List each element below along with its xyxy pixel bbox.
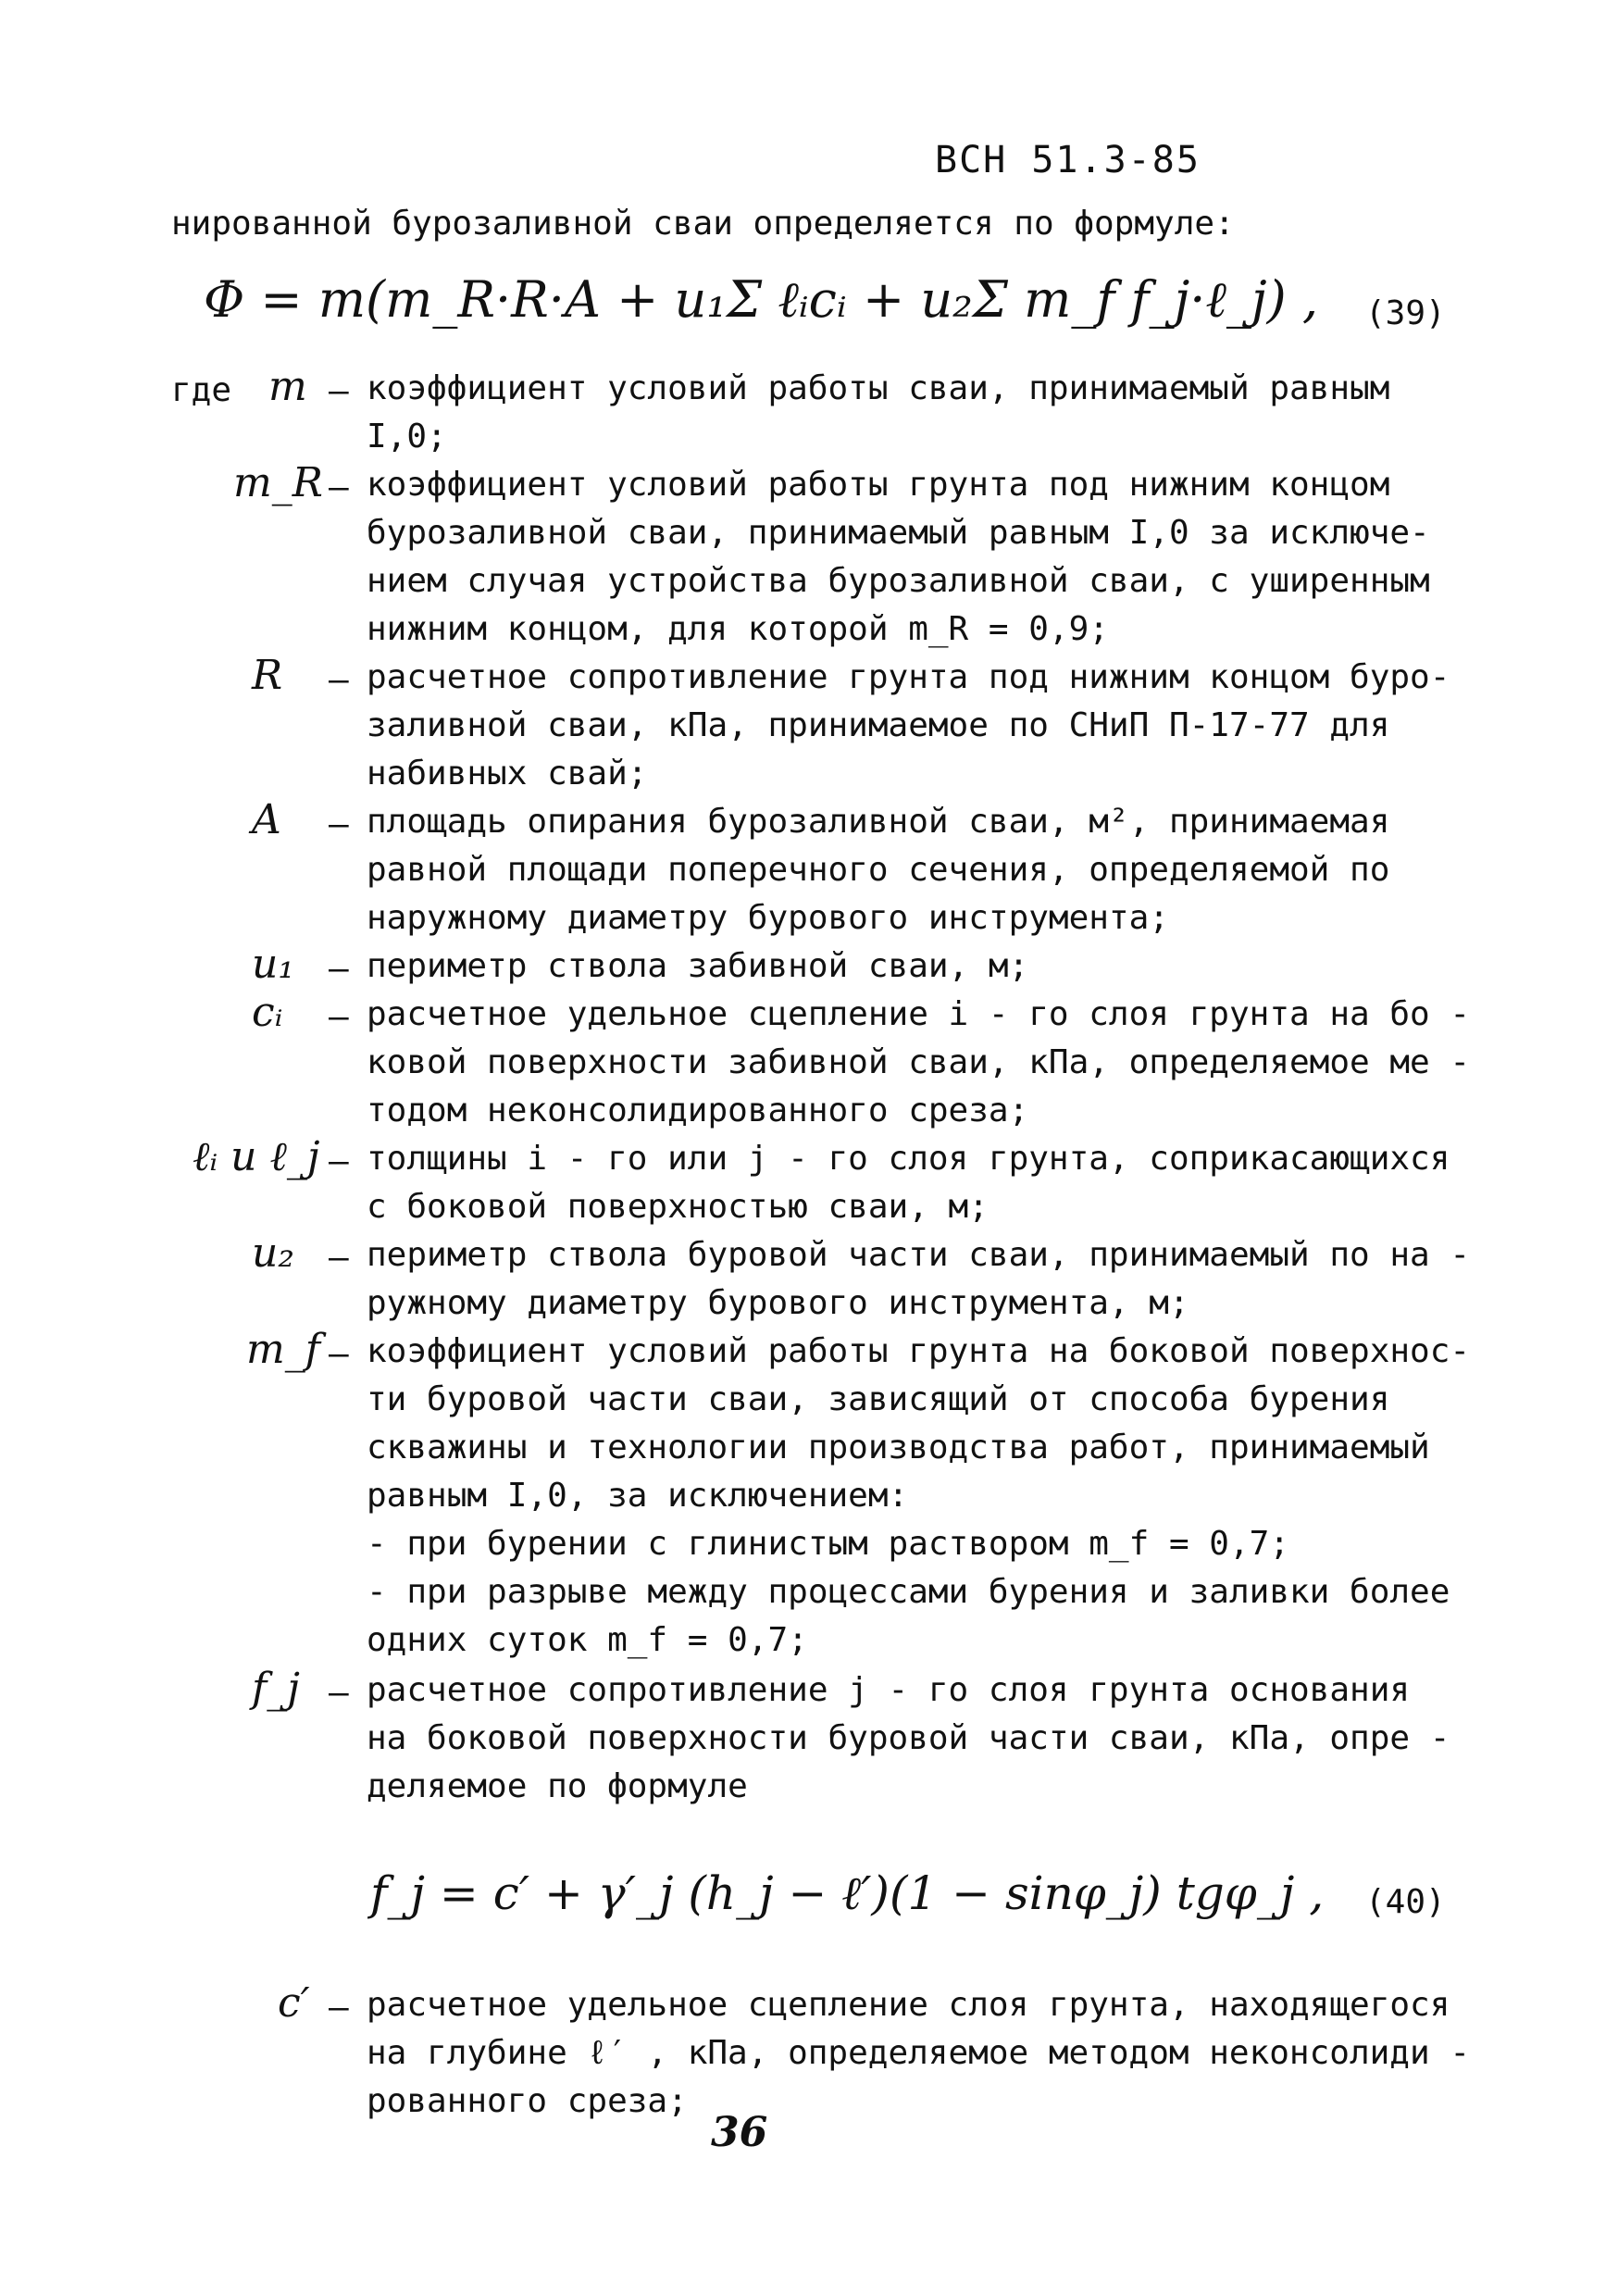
document-code: ВСН 51.3-85: [935, 139, 1201, 181]
definition-f-j: расчетное сопротивление j - го слоя грунта основания на боковой поверхности буровой части сваи, кПа, опре - деляемое по формуле: [367, 1671, 1450, 1805]
dash: –: [329, 1142, 349, 1180]
dash: –: [329, 1674, 349, 1712]
formula-39: Φ = m(m_R·R·A + u₁Σ ℓᵢcᵢ + u₂Σ m_f f_j·ℓ_j) ,: [204, 270, 1319, 329]
definition-u1: периметр ствола забивной сваи, м;: [367, 947, 1029, 985]
symbol-ci: cᵢ: [252, 989, 283, 1036]
formula-40: f_j = c′ + γ′_j (h_j − ℓ′)(1 − sinφ_j) tgφ_j ,: [370, 1866, 1325, 1920]
symbol-u1: u₁: [252, 941, 294, 988]
page-number: 36: [711, 2109, 768, 2156]
dash: –: [329, 805, 349, 843]
formula-40-number: (40): [1365, 1883, 1446, 1921]
definition-ci: расчетное удельное сцепление i - го слоя грунта на бо - ковой поверхности забивной сваи, кПа, определяемое ме - тодом неконсолидированного среза;: [367, 995, 1471, 1129]
dash: –: [329, 468, 349, 506]
exception-clay-mud: - при бурении с глинистым раствором m_f = 0,7;: [367, 1525, 1289, 1563]
symbol-m: m: [268, 363, 307, 410]
symbol-r: R: [252, 652, 283, 699]
symbol-u2: u₂: [252, 1229, 294, 1277]
dash: –: [329, 1335, 349, 1373]
definition-a: площадь опирания бурозаливной сваи, м², принимаемая равной площади поперечного сечения, определяемой по наружному диаметру бурового инструмента;: [367, 803, 1390, 937]
definition-li-lj: толщины i - го или j - го слоя грунта, соприкасающихся с боковой поверхностью сваи, м;: [367, 1140, 1450, 1226]
definition-m-r: коэффициент условий работы грунта под нижним концом бурозаливной сваи, принимаемый равным I,0 за исключе- нием случая устройства бурозаливной сваи, с уширенным нижним концом, для которой m_R = 0,9;: [367, 466, 1430, 648]
dash: –: [329, 1239, 349, 1277]
intro-line: нированной бурозаливной сваи определяется по формуле:: [171, 205, 1235, 243]
dash: –: [329, 1989, 349, 2027]
definition-m-f: коэффициент условий работы грунта на боковой поверхнос- ти буровой части сваи, зависящий от способа бурения скважины и технологии производства работ, принимаемый равным I,0, за исключением:: [367, 1332, 1471, 1515]
dash: –: [329, 661, 349, 699]
symbol-m-r: m_R: [233, 459, 323, 506]
definition-r: расчетное сопротивление грунта под нижним концом буро- заливной сваи, кПа, принимаемое по СНиП П-17-77 для набивных свай;: [367, 658, 1450, 792]
symbol-m-f: m_f: [246, 1326, 321, 1373]
definition-c-prime: расчетное удельное сцепление слоя грунта, находящегося на глубине ℓ′ , кПа, определяемое методом неконсолиди - рованного среза;: [367, 1986, 1470, 2120]
where-word: где: [171, 371, 232, 409]
formula-39-number: (39): [1365, 294, 1446, 332]
symbol-a: A: [252, 796, 281, 843]
symbol-f-j: f_j: [252, 1665, 300, 1712]
symbol-c-prime: c′: [278, 1979, 310, 2027]
dash: –: [329, 950, 349, 988]
definition-u2: периметр ствола буровой части сваи, принимаемый по на - ружному диаметру бурового инструмента, м;: [367, 1236, 1471, 1322]
symbol-li-lj: ℓᵢ и ℓ_j: [193, 1133, 320, 1180]
definition-m: коэффициент условий работы сваи, принимаемый равным I,0;: [367, 369, 1390, 455]
dash: –: [329, 998, 349, 1036]
exception-break: - при разрыве между процессами бурения и заливки более одних суток m_f = 0,7;: [367, 1573, 1450, 1659]
dash: –: [329, 372, 349, 410]
